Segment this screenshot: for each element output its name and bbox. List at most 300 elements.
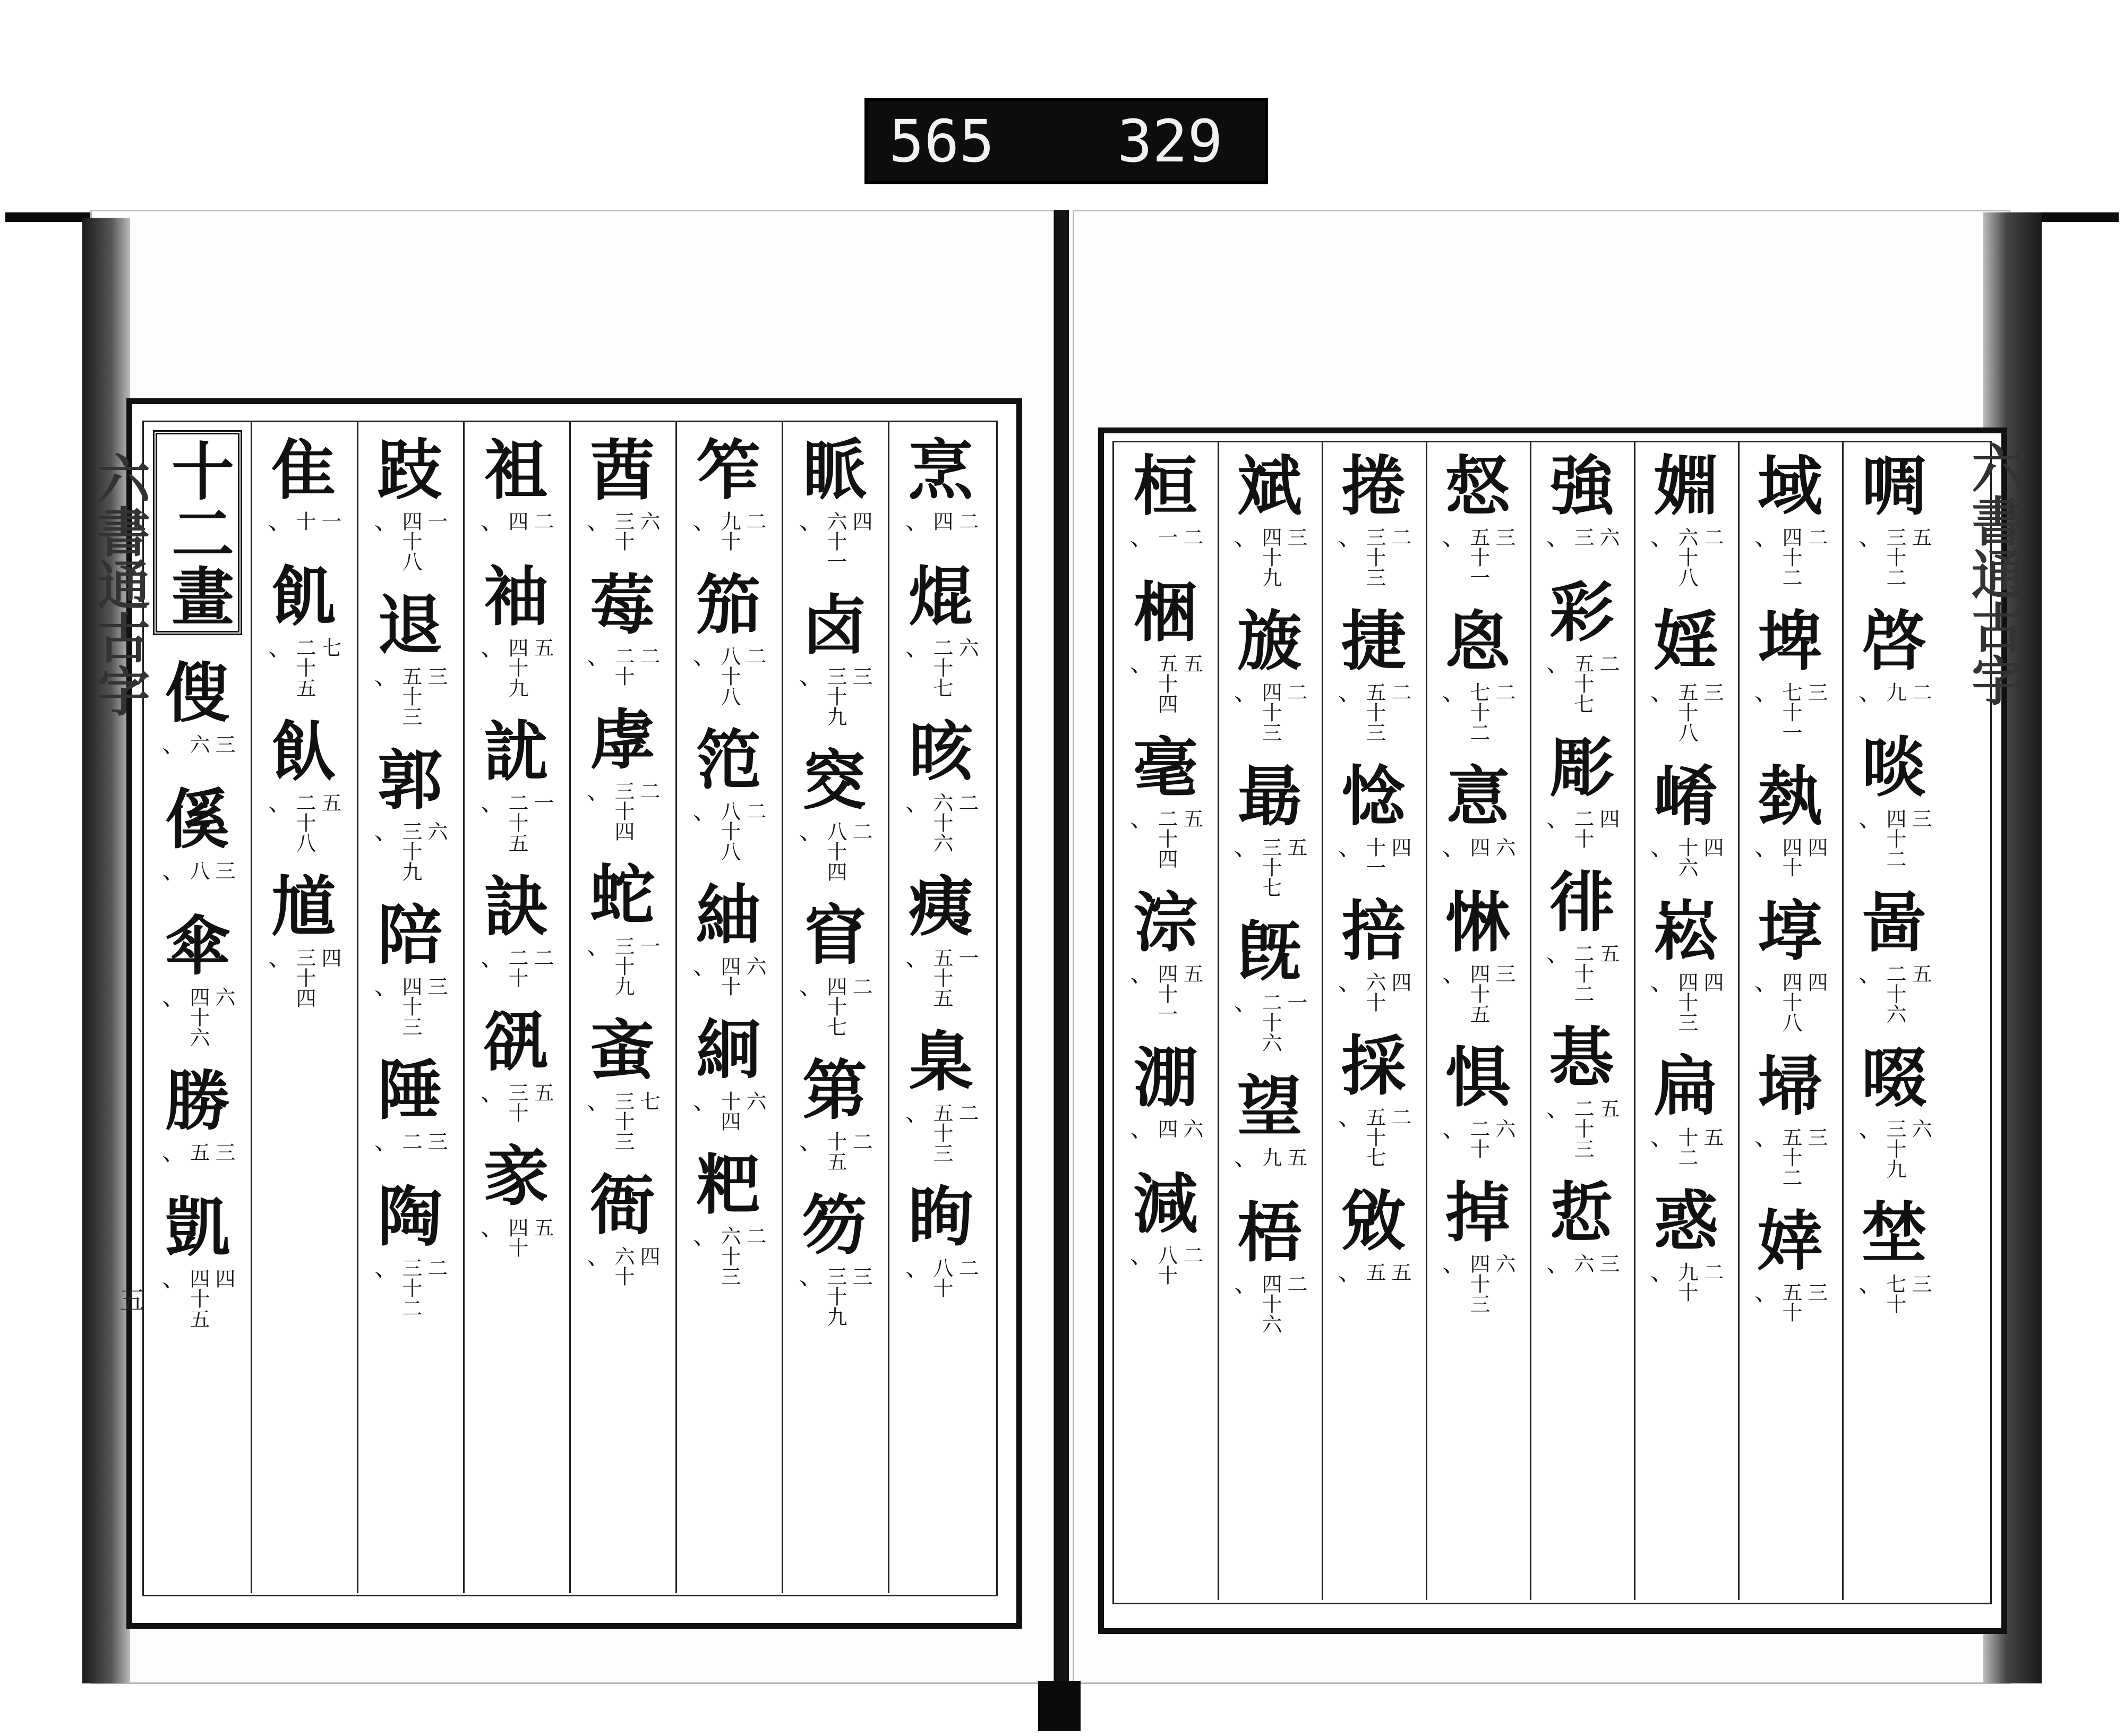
- entry-references: [159, 731, 236, 766]
- page-reference: 六: [1492, 837, 1515, 857]
- entry-separator: 、: [693, 1222, 716, 1250]
- page-reference: 三十四: [611, 781, 635, 841]
- entry-references: [477, 1214, 555, 1258]
- page-reference: 二: [1492, 682, 1515, 702]
- page-reference: 三: [1804, 1282, 1828, 1302]
- page-reference: 六: [1908, 1118, 1932, 1139]
- entry-references: [1647, 969, 1725, 1032]
- entry-separator: 、: [1546, 1095, 1570, 1122]
- page-reference: 九: [1258, 1147, 1282, 1167]
- entry-references: [902, 1099, 980, 1163]
- page-reference: 九十: [717, 511, 741, 551]
- page-reference: 四: [1700, 837, 1724, 857]
- page-reference: 四: [849, 511, 872, 531]
- page-reference: 三: [1571, 527, 1594, 547]
- entry-character: 埤: [1758, 603, 1822, 679]
- book-spine: [1054, 210, 1069, 1686]
- dictionary-entry: [159, 906, 236, 1061]
- page-reference: 五十七: [1571, 653, 1594, 714]
- left-side-title: 六書通古字: [88, 451, 151, 717]
- page-reference: 三: [212, 734, 235, 754]
- entry-references: [796, 818, 873, 882]
- page-reference: 四十二: [1779, 527, 1802, 587]
- page-reference: 四十九: [1258, 527, 1282, 587]
- entry-character: 惧: [1445, 1039, 1510, 1116]
- page-reference: 一: [424, 511, 448, 531]
- entry-character: 捷: [1341, 603, 1406, 679]
- dictionary-entry: [1855, 728, 1933, 883]
- page-reference: 三十: [505, 1082, 528, 1123]
- entry-separator: 、: [1754, 969, 1778, 996]
- page-reference: 四: [637, 1246, 660, 1266]
- entry-character: 粑: [696, 1147, 761, 1223]
- entry-references: [584, 508, 661, 551]
- entry-references: [1231, 989, 1308, 1053]
- entry-character: 旣: [1237, 913, 1302, 989]
- entry-separator: 、: [799, 1128, 823, 1155]
- page-reference: 三十四: [293, 947, 316, 1008]
- dictionary-entry: [1647, 1181, 1725, 1316]
- entry-separator: 、: [693, 798, 716, 825]
- dictionary-entry: [584, 430, 661, 565]
- entry-separator: 、: [1234, 989, 1257, 1016]
- entry-references: [1751, 1124, 1829, 1187]
- page-reference: 二: [849, 821, 872, 841]
- page-reference: 三: [1284, 527, 1307, 547]
- page-reference: 六: [955, 637, 979, 657]
- dictionary-entry: [1231, 911, 1308, 1066]
- page-reference: 五: [1388, 1262, 1411, 1282]
- page-reference: 二: [1908, 682, 1932, 702]
- entry-separator: 、: [1546, 650, 1570, 677]
- entry-references: [902, 789, 980, 853]
- entry-separator: 、: [1338, 679, 1361, 706]
- page-reference: 一: [530, 792, 554, 813]
- entry-separator: 、: [587, 643, 610, 670]
- entry-separator: 、: [374, 818, 398, 845]
- entry-separator: 、: [1858, 1270, 1882, 1297]
- page-reference: 十六: [1675, 837, 1698, 877]
- page-reference: 八十八: [717, 646, 741, 706]
- page-reference: 三: [1596, 1253, 1620, 1273]
- entry-character: 掊: [1341, 893, 1406, 969]
- page-reference: 四: [930, 511, 953, 531]
- dictionary-entry: [1231, 1193, 1308, 1348]
- dictionary-entry: [1647, 446, 1725, 601]
- page-reference: 二: [743, 511, 766, 531]
- page-reference: 五十四: [1154, 653, 1178, 714]
- entry-references: [1439, 1115, 1517, 1159]
- entry-character: 笏: [802, 1187, 867, 1263]
- page-reference: 六: [1571, 1253, 1594, 1273]
- entry-character: 笵: [696, 722, 761, 798]
- entry-references: [1543, 524, 1621, 559]
- page-reference: 十一: [1363, 837, 1386, 877]
- entry-references: [371, 818, 449, 882]
- entry-character: 掉: [1445, 1174, 1510, 1251]
- page-reference: 三: [1492, 963, 1515, 984]
- text-column: [1842, 446, 1946, 1328]
- page-reference: 六: [1596, 527, 1620, 547]
- entry-character: 退: [378, 587, 442, 663]
- entry-character: 望: [1237, 1068, 1302, 1144]
- entry-character: 飢: [271, 558, 336, 635]
- entry-references: [371, 1128, 449, 1163]
- entry-character: 烹: [909, 432, 973, 508]
- dictionary-entry: [1335, 756, 1412, 891]
- entry-character: 晐: [909, 713, 973, 790]
- dictionary-entry: [1647, 601, 1725, 756]
- entry-separator: 、: [1338, 834, 1361, 861]
- entry-character: 馗: [271, 868, 336, 945]
- entry-references: [902, 634, 980, 698]
- dictionary-entry: [1543, 1017, 1621, 1173]
- dictionary-entry: [477, 430, 555, 557]
- page-reference: 三: [1700, 682, 1724, 702]
- page-reference: 十二: [1675, 1127, 1698, 1167]
- entry-separator: 、: [905, 1099, 929, 1126]
- entry-separator: 、: [1442, 679, 1466, 706]
- entry-separator: 、: [481, 944, 504, 971]
- entry-character: 惗: [1341, 758, 1406, 834]
- entry-references: [159, 1265, 236, 1329]
- entry-character: 惑: [1654, 1183, 1718, 1259]
- page-reference: 四: [318, 947, 341, 968]
- page-reference: 二: [637, 781, 660, 801]
- entry-references: [1751, 969, 1829, 1032]
- page-reference: 一: [318, 511, 341, 531]
- entry-character: 訧: [484, 713, 549, 790]
- dictionary-entry: [584, 855, 661, 1010]
- page-reference: 六: [743, 1091, 766, 1111]
- entry-references: [1335, 834, 1412, 877]
- entry-character: 訣: [484, 868, 549, 945]
- entry-character: 莓: [590, 567, 655, 643]
- entry-separator: 、: [1234, 1270, 1257, 1297]
- entry-separator: 、: [268, 944, 292, 971]
- entry-separator: 、: [1858, 1115, 1882, 1142]
- page-reference: 四十五: [1467, 963, 1490, 1024]
- page-reference: 五十八: [1675, 682, 1698, 742]
- entry-references: [690, 508, 767, 551]
- dictionary-entry: [1439, 756, 1517, 883]
- entry-references: [1647, 524, 1725, 587]
- page-reference: 五: [530, 1217, 554, 1237]
- entry-separator: 、: [693, 953, 716, 980]
- text-column: [888, 430, 994, 1312]
- page-reference: 二: [1180, 527, 1203, 547]
- page-reference: 二: [1700, 1262, 1724, 1282]
- page-reference: 五: [1363, 1262, 1386, 1282]
- page-reference: 二: [530, 947, 554, 968]
- entry-references: [265, 944, 342, 1008]
- dictionary-entry: [1855, 883, 1933, 1038]
- dictionary-entry: [1231, 446, 1308, 601]
- page-reference: 四: [1596, 808, 1620, 828]
- entry-character: 痍: [909, 868, 973, 945]
- entry-separator: 、: [374, 508, 398, 535]
- entry-separator: 、: [1858, 805, 1882, 832]
- page-reference: 四十: [1779, 837, 1802, 877]
- entry-references: [265, 508, 342, 543]
- page-reference: 六十六: [930, 792, 953, 853]
- page-reference: 七: [318, 637, 341, 657]
- entry-separator: 、: [905, 944, 929, 971]
- page-reference: 八十: [1154, 1245, 1178, 1285]
- dictionary-entry: [1543, 1173, 1621, 1299]
- left-edge-shadow: [82, 218, 130, 1683]
- entry-references: [371, 663, 449, 726]
- entry-character: 彫: [1549, 729, 1614, 806]
- dictionary-entry: [1335, 1026, 1412, 1181]
- entry-separator: 、: [1650, 969, 1674, 996]
- entry-references: [1647, 679, 1725, 742]
- page-reference: 二十二: [1571, 943, 1594, 1004]
- entry-references: [690, 1088, 767, 1131]
- dictionary-entry: [1751, 1201, 1829, 1336]
- dictionary-entry: [477, 712, 555, 867]
- entry-character: 紬: [696, 877, 761, 953]
- page-reference: 三: [1492, 527, 1515, 547]
- dictionary-entry: [584, 565, 661, 700]
- page-reference: 四: [1388, 837, 1411, 857]
- entry-character: 惎: [1549, 1019, 1614, 1096]
- page-reference: 四: [1154, 1118, 1178, 1139]
- page-reference: 四: [1467, 837, 1490, 857]
- dictionary-entry: [477, 867, 555, 1002]
- entry-separator: 、: [1442, 524, 1466, 551]
- dictionary-entry: [371, 895, 449, 1050]
- entry-character: 斌: [1237, 448, 1302, 524]
- entry-references: [584, 933, 661, 996]
- entry-references: [1127, 650, 1204, 714]
- entry-references: [1543, 650, 1621, 714]
- page-reference: 三十九: [611, 936, 635, 996]
- page-reference: 六: [743, 956, 766, 976]
- entry-separator: 、: [162, 1265, 185, 1292]
- entry-separator: 、: [1546, 940, 1570, 967]
- page-reference: 四十八: [1779, 972, 1802, 1032]
- entry-separator: 、: [268, 508, 292, 535]
- entry-references: [796, 663, 873, 726]
- entry-character: 埽: [1758, 1048, 1822, 1124]
- entry-character: 傒: [165, 781, 230, 858]
- page-reference: 八十八: [717, 801, 741, 861]
- page-reference: 六: [186, 734, 210, 754]
- entry-references: [477, 634, 555, 698]
- page-reference: 五十三: [930, 1102, 953, 1163]
- dictionary-entry: [265, 430, 342, 557]
- entry-references: [796, 1263, 873, 1327]
- entry-character: 豙: [484, 1138, 549, 1215]
- entry-character: 啖: [1862, 729, 1926, 806]
- entry-references: [477, 508, 555, 543]
- dictionary-entry: [1335, 446, 1412, 601]
- entry-separator: 、: [693, 643, 716, 670]
- dictionary-entry: [1439, 601, 1517, 756]
- dictionary-entry: [584, 1010, 661, 1165]
- page-reference: 三十七: [1258, 837, 1282, 897]
- dictionary-entry: [902, 1177, 980, 1312]
- entry-references: [584, 1243, 661, 1286]
- page-reference: 三: [212, 1142, 235, 1162]
- dictionary-entry: [477, 1136, 555, 1271]
- entry-references: [371, 1254, 449, 1318]
- entry-character: 絅: [696, 1012, 761, 1088]
- page-reference: 十: [293, 511, 316, 531]
- text-column: [463, 430, 569, 1271]
- page-reference: 四十五: [186, 1268, 210, 1329]
- page-reference: 六: [212, 987, 235, 1007]
- dictionary-entry: [1127, 1164, 1204, 1299]
- entry-references: [477, 789, 555, 853]
- dictionary-entry: [477, 1002, 555, 1136]
- page-reference: 五十二: [1779, 1127, 1802, 1187]
- page-reference: 二: [955, 792, 979, 813]
- page-reference: 四十三: [1675, 972, 1698, 1032]
- entry-character: 袖: [484, 558, 549, 635]
- entry-character: 捲: [1341, 448, 1406, 524]
- entry-references: [265, 634, 342, 698]
- entry-separator: 、: [905, 1254, 929, 1281]
- entry-references: [1751, 834, 1829, 877]
- entry-references: [1439, 524, 1517, 587]
- entry-character: 谻: [484, 1003, 549, 1080]
- page-reference: 三: [849, 1266, 872, 1286]
- entry-character: 採: [1341, 1028, 1406, 1104]
- text-column: [1634, 446, 1738, 1316]
- page-reference: 四: [1700, 972, 1724, 992]
- entry-references: [1335, 969, 1412, 1012]
- page-reference: 五: [530, 637, 554, 657]
- page-reference: 二: [849, 1131, 872, 1151]
- entry-references: [159, 984, 236, 1047]
- entry-character: 陶: [378, 1178, 442, 1255]
- entry-character: 蚉: [590, 1012, 655, 1088]
- text-column: [1738, 446, 1842, 1336]
- page-reference: 七十: [1883, 1273, 1906, 1314]
- entry-separator: 、: [1754, 1279, 1778, 1306]
- page-reference: 三十九: [824, 1266, 847, 1327]
- dictionary-entry: [371, 1177, 449, 1332]
- entry-separator: 、: [1650, 679, 1674, 706]
- page-reference: 四十: [717, 956, 741, 996]
- entry-character: 傁: [165, 655, 230, 731]
- entry-character: 凱: [165, 1189, 230, 1265]
- page-reference: 六: [637, 511, 660, 531]
- spine-clamp: [1038, 1681, 1081, 1731]
- page-reference: 九十: [1675, 1262, 1698, 1302]
- entry-references: [1335, 1259, 1412, 1294]
- entry-character: 隹: [271, 432, 336, 508]
- page-reference: 二: [955, 1258, 979, 1278]
- page-reference: 六: [424, 821, 448, 841]
- entry-character: 梧: [1237, 1194, 1302, 1271]
- page-reference: 四: [505, 511, 528, 531]
- heading-text: 十二畫: [161, 439, 235, 627]
- dictionary-entry: [1751, 756, 1829, 891]
- reel-frame-number: 565: [889, 107, 995, 175]
- page-reference: 二: [1388, 682, 1411, 702]
- page-reference: 二十五: [293, 637, 316, 698]
- entry-separator: 、: [1338, 1104, 1361, 1131]
- page-reference: 四十三: [1258, 682, 1282, 742]
- entry-separator: 、: [799, 818, 823, 845]
- entry-separator: 、: [1754, 679, 1778, 706]
- text-column: [675, 430, 782, 1300]
- page-reference: 三: [424, 976, 448, 996]
- page-reference: 五十三: [399, 666, 422, 726]
- entry-character: 惄: [1445, 448, 1510, 524]
- page-reference: 五十三: [1363, 682, 1386, 742]
- page-reference: 四十八: [399, 511, 422, 571]
- entry-character: 袓: [484, 432, 549, 508]
- entry-references: [1127, 960, 1204, 1024]
- entry-character: 傘: [165, 908, 230, 984]
- page-reference: 二十四: [1154, 808, 1178, 869]
- entry-separator: 、: [1546, 805, 1570, 832]
- page-reference: 四十七: [824, 976, 847, 1037]
- page-reference: 六: [1180, 1118, 1203, 1139]
- entry-references: [1543, 940, 1621, 1004]
- page-reference: 四十二: [1883, 808, 1906, 869]
- entry-references: [902, 508, 980, 543]
- entry-references: [1647, 1124, 1725, 1167]
- text-column: [357, 430, 463, 1332]
- page-reference: 十四: [717, 1091, 741, 1131]
- entry-references: [584, 643, 661, 686]
- dictionary-entry: [796, 895, 873, 1050]
- entry-references: [1855, 805, 1933, 869]
- dictionary-entry: [584, 700, 661, 855]
- page-reference: 二十五: [505, 792, 528, 853]
- page-reference: 九: [1883, 682, 1906, 702]
- page-reference: 二十: [1467, 1118, 1490, 1159]
- entry-separator: 、: [1338, 1259, 1361, 1286]
- entry-separator: 、: [1234, 679, 1257, 706]
- entry-character: 婞: [1758, 1203, 1822, 1279]
- entry-character: 淙: [1133, 884, 1198, 961]
- dictionary-entry: [265, 557, 342, 712]
- page-reference: 五十五: [930, 947, 953, 1008]
- entry-references: [159, 1139, 236, 1174]
- page-reference: 二: [1284, 682, 1307, 702]
- entry-character: 崧: [1654, 893, 1718, 969]
- entry-references: [1855, 524, 1933, 587]
- text-column: [1114, 446, 1218, 1299]
- entry-references: [371, 508, 449, 571]
- dictionary-entry: [1439, 883, 1517, 1038]
- dictionary-entry: [1335, 891, 1412, 1026]
- dictionary-entry: [1335, 1181, 1412, 1307]
- entry-references: [1127, 1115, 1204, 1150]
- page-reference: 三: [1804, 682, 1828, 702]
- dictionary-entry: [265, 712, 342, 867]
- page-reference: 二: [530, 511, 554, 531]
- entry-separator: 、: [162, 984, 185, 1011]
- entry-character: 臬: [909, 1023, 973, 1100]
- entry-references: [159, 857, 236, 892]
- entry-separator: 、: [481, 634, 504, 661]
- page-reference: 二: [637, 646, 660, 666]
- dictionary-entry: [796, 740, 873, 895]
- reel-sheet-number: 329: [1117, 107, 1223, 175]
- entry-references: [1231, 679, 1308, 742]
- page-reference: 一: [1154, 527, 1178, 547]
- entry-separator: 、: [1130, 524, 1153, 551]
- entry-separator: 、: [587, 508, 610, 535]
- stroke-count-heading: [153, 430, 242, 635]
